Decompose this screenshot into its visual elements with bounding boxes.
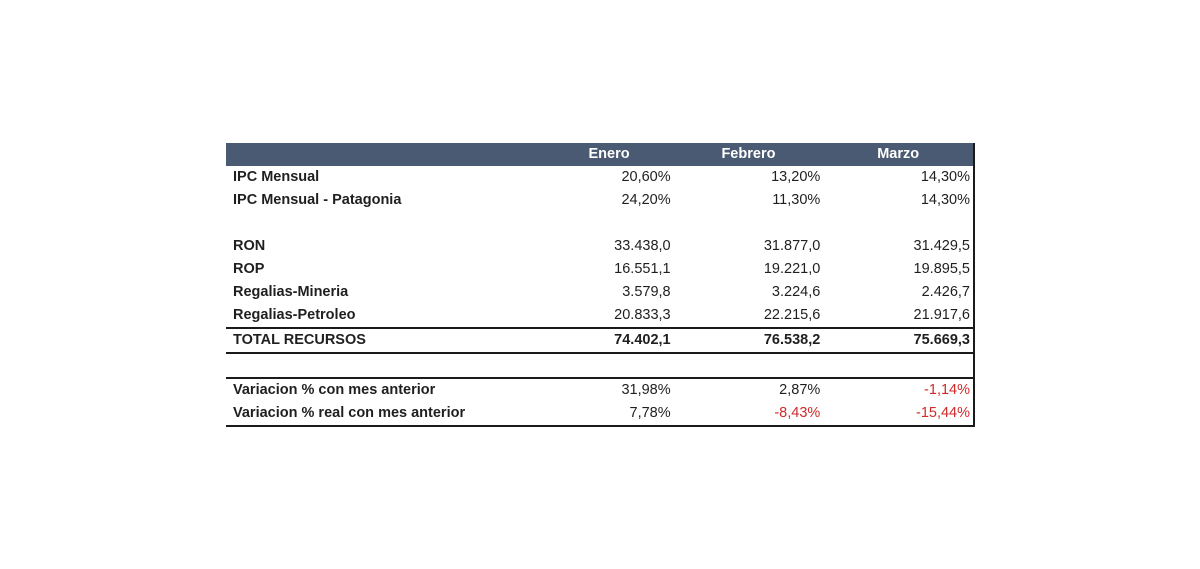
row-label: IPC Mensual - Patagonia <box>233 192 402 208</box>
row-label: Regalias-Petroleo <box>233 307 356 323</box>
cell-value: 3.579,8 <box>622 284 671 300</box>
cell-value: 11,30% <box>772 192 821 208</box>
cell-value: 14,30% <box>823 189 974 212</box>
cell-value-negative: -8,43% <box>674 402 824 426</box>
table-row <box>226 402 974 426</box>
row-label: RON <box>233 238 266 254</box>
cell-value: 75.669,3 <box>823 328 974 353</box>
header-marzo: Marzo <box>823 143 974 166</box>
cell-value-negative: -15,44% <box>823 402 974 426</box>
empty-cell <box>544 353 673 378</box>
header-label-cell <box>226 143 544 166</box>
cell-value: 20,60% <box>621 169 671 185</box>
cell-value: 76.538,2 <box>674 328 824 353</box>
row-label: Variacion % con mes anterior <box>233 382 436 398</box>
cell-value: 31.877,0 <box>763 238 821 254</box>
row-label: Variacion % real con mes anterior <box>226 402 544 426</box>
empty-cell <box>674 353 824 378</box>
empty-cell <box>544 212 673 235</box>
cell-value: 2.426,7 <box>823 281 974 304</box>
resources-table <box>226 143 975 427</box>
cell-value: 21.917,6 <box>823 304 974 328</box>
table-row <box>226 189 974 212</box>
table-row <box>226 304 974 328</box>
cell-value: 31.429,5 <box>823 235 974 258</box>
row-label: Regalias-Mineria <box>233 284 349 300</box>
cell-value: 33.438,0 <box>614 238 671 254</box>
row-label: TOTAL RECURSOS <box>226 328 544 353</box>
cell-value: 20.833,3 <box>614 307 671 323</box>
total-row <box>226 328 974 353</box>
cell-value: 3.224,6 <box>771 284 821 300</box>
table-row <box>226 258 974 281</box>
cell-value: 74.402,1 <box>544 328 673 353</box>
cell-value: 16.551,1 <box>614 261 671 277</box>
spacer-row <box>226 353 974 378</box>
cell-value: 19.221,0 <box>763 261 821 277</box>
empty-cell <box>823 212 974 235</box>
cell-value: 13,20% <box>771 169 821 185</box>
cell-value: 24,20% <box>621 192 671 208</box>
cell-value: 19.895,5 <box>823 258 974 281</box>
cell-value: 22.215,6 <box>763 307 821 323</box>
row-label: IPC Mensual <box>233 169 320 185</box>
empty-cell <box>226 212 544 235</box>
empty-cell <box>823 353 974 378</box>
header-febrero: Febrero <box>674 143 824 166</box>
cell-value: 14,30% <box>823 166 974 189</box>
table-row <box>226 281 974 304</box>
table-row <box>226 235 974 258</box>
cell-value-negative: -1,14% <box>823 378 974 402</box>
table-row <box>226 166 974 189</box>
cell-value: 2,87% <box>779 382 821 398</box>
header-enero: Enero <box>544 143 673 166</box>
empty-cell <box>674 212 824 235</box>
spacer-row <box>226 212 974 235</box>
table-row <box>226 378 974 402</box>
header-row <box>226 143 974 166</box>
row-label: ROP <box>233 261 265 277</box>
cell-value: 31,98% <box>621 382 671 398</box>
cell-value: 7,78% <box>544 402 673 426</box>
empty-cell <box>226 353 544 378</box>
